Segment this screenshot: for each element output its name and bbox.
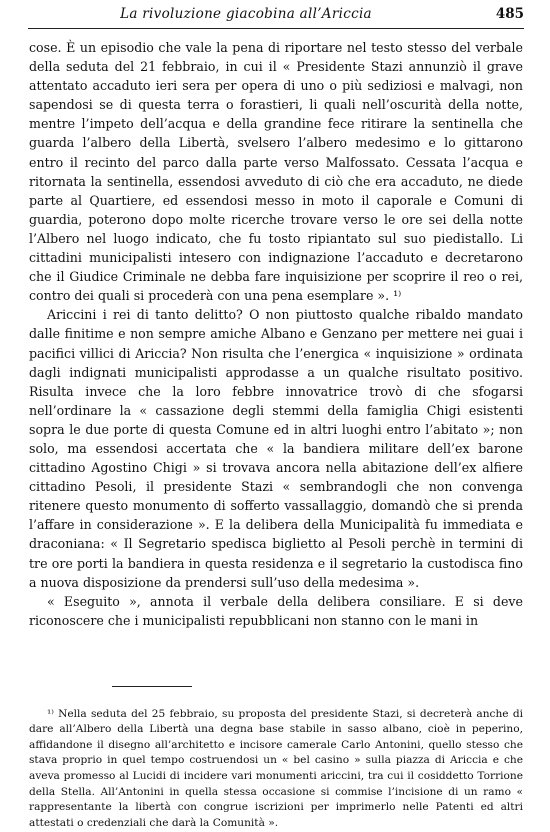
footnote: ¹⁾ Nella seduta del 25 febbraio, su proposta del presidente Stazi, si decreterà anche di dare all’Albero della Libertà una degna base stabile in sasso albano, cioè in peperino, affidandone il disegno all’architetto e incisore camerale Carlo Antonini, quello stesso che stava proprio in quel tempo costruendosi un « bel casino » sulla piazza di Ariccia e che aveva promesso al Lucidi di incidere vari monumenti ariccini, tra cui il cosiddetto Torrione della Stella. All’Antonini in quella stessa occasione si commise l’incisione di un ramo « rappresentante la libertà con congrue iscrizioni per imprimerlo nelle Patenti ed altri attestati o credenziali che darà la Comunità ». [29,707,523,829]
page-header [28,6,524,26]
page-number: 485 [495,6,524,22]
header-rule [28,28,524,29]
main-text [29,38,523,630]
footnote-rule [112,686,192,687]
paragraph: Ariccini i rei di tanto delitto? O non piuttosto qualche ribaldo mandato dalle finitime e non sempre amiche Albano e Genzano per mettere nei guai i pacifici villici di Ariccia? Non risulta che l’energica « inquisizione » ordinata dagli indignati municipalisti approdasse a un qualche risultato positivo. Risulta invece che la loro febbre innovatrice trovò di che sfogarsi nell’ordinare la « cassazione degli stemmi della famiglia Chigi esistenti sopra le due porte di questa Comune ed in altri luoghi entro l’abitato »; non solo, ma essendosi accertata che « la bandiera militare dell’ex barone cittadino Agostino Chigi » si trovava ancora nella abitazione dell’ex alfiere cittadino Pesoli, il presidente Stazi « sembrandogli che non convenga ritenere questo monumento di sofferto vassallaggio, domandò che si prenda l’affare in considerazione ». E la delibera della Municipalità fu immediata e draconiana: « Il Segretario spedisca biglietto al Pesoli perchè in termini di tre ore porti la bandiera in questa residenza e il segretario la custodisca fino a nuova disposizione da prendersi sull’uso della medesima ». [29,307,523,590]
paragraph: « Eseguito », annota il verbale della delibera consiliare. E si deve riconoscere che i municipalisti repubblicani non stanno con le mani in [29,593,523,628]
paragraph: cose. È un episodio che vale la pena di riportare nel testo stesso del verbale della seduta del 21 febbraio, in cui il « Presidente Stazi annunziò il grave attentato accaduto ieri sera per opera di uno o più sediziosi e malvagi, non sapendosi se di questa terra o forastieri, li quali nell’oscurità della notte, mentre l’impeto dell’acqua e della grandine fece ritirare la sentinella che guarda l’albero della Libertà, svelsero l’albero medesimo e lo gittarono entro il recinto del parco dalla parte verso Malfossato. Cessata l’acqua e ritornata la sentinella, essendosi avveduto di ciò che era accaduto, ne diede parte al Quartiere, ed essendosi messo in moto il caporale e Comuni di guardia, poterono dopo molte ricerche trovare verso le ore sei della notte l’Albero nel luogo indicato, che fu tosto ripiantato sul suo piedistallo. Li cittadini municipalisti intesero con indignazione l’accaduto e decretarono che il Giudice Criminale ne debba fare inquisizione per scoprire il reo o rei, contro dei quali si procederà con una pena esemplare ». ¹⁾ [29,40,523,304]
running-title: La rivoluzione giacobina all’Ariccia [120,6,372,22]
